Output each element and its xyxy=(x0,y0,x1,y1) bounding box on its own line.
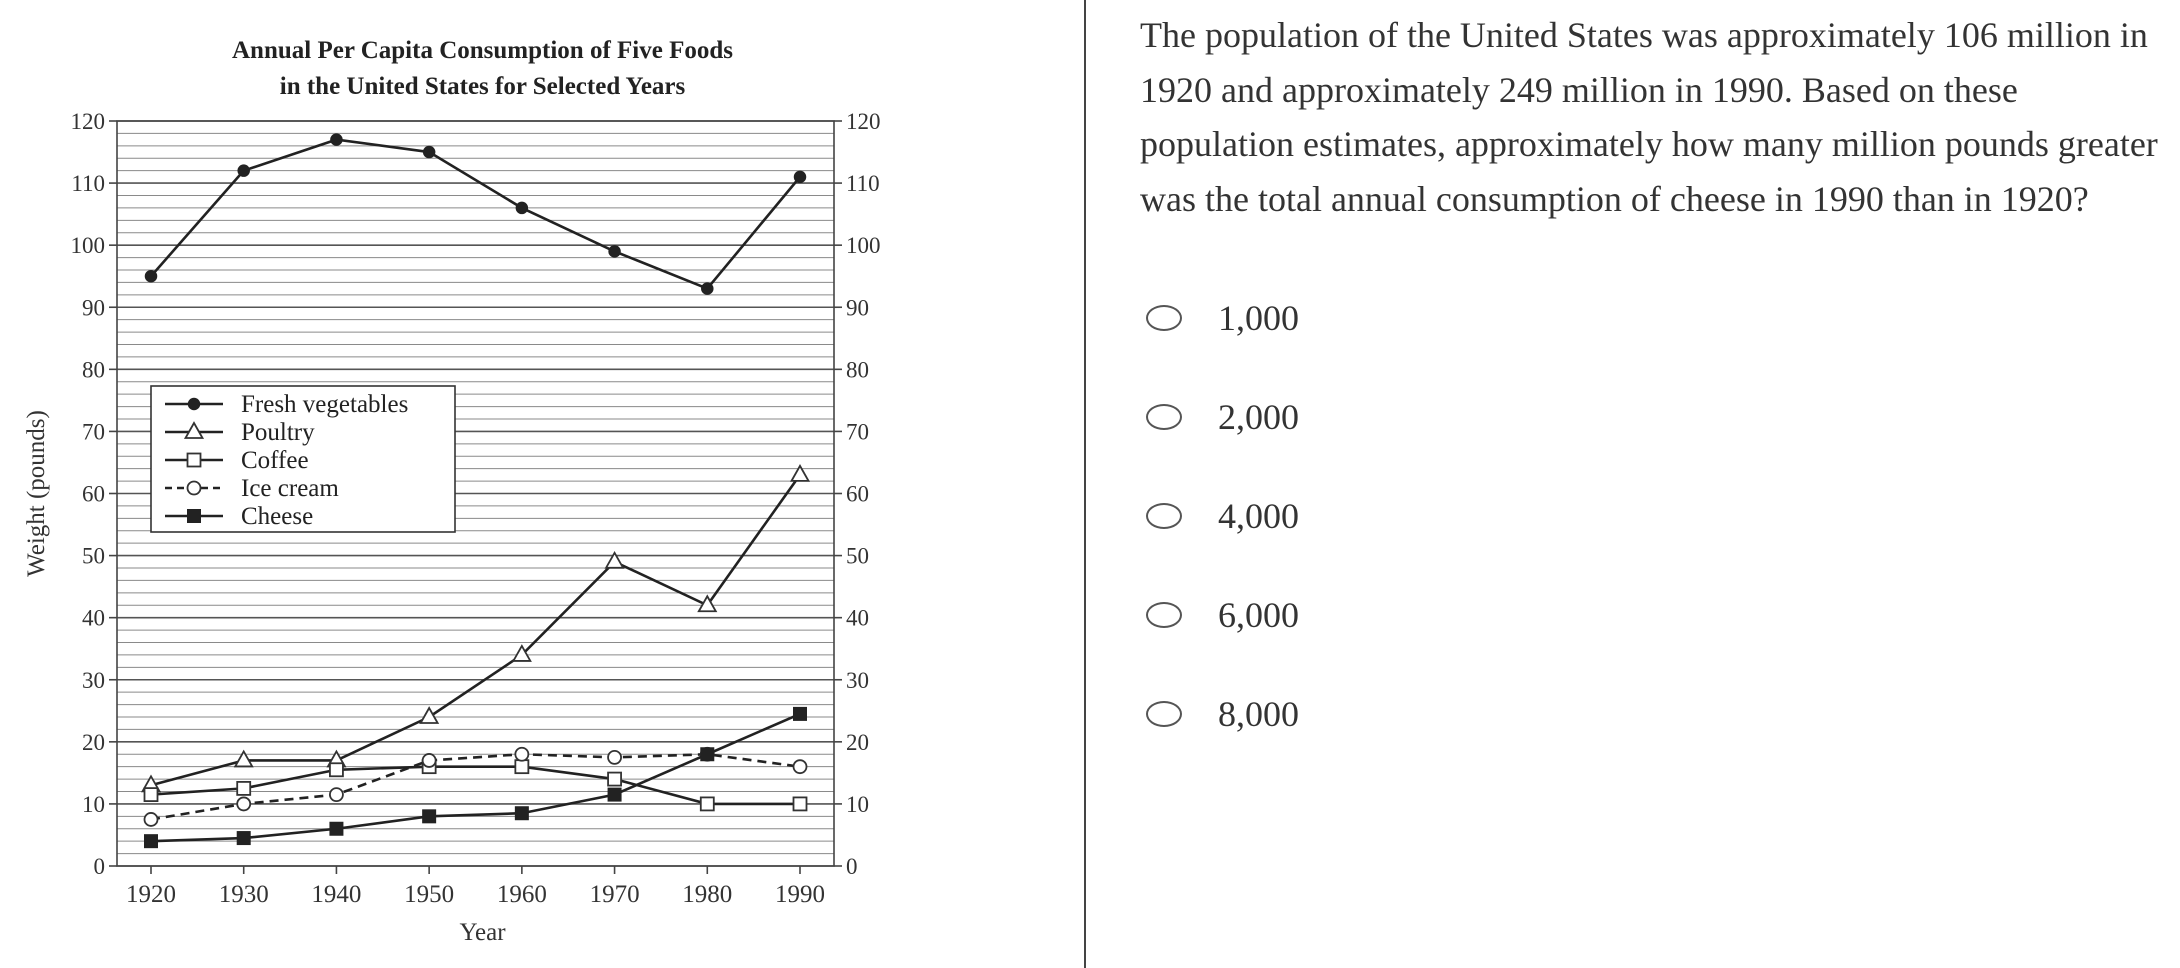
y-tick-label-right: 120 xyxy=(846,109,881,134)
data-point-ice-cream xyxy=(423,754,436,767)
choice-b[interactable] xyxy=(1140,367,2160,466)
data-point-coffee xyxy=(515,760,528,773)
x-axis-label: Year xyxy=(459,919,506,946)
legend-marker-ice-cream xyxy=(188,482,201,495)
data-point-coffee xyxy=(330,763,343,776)
choice-label: 1,000 xyxy=(1218,297,1299,338)
line-chart xyxy=(0,0,1084,968)
y-tick-label-left: 80 xyxy=(82,357,105,383)
data-point-coffee xyxy=(145,788,158,801)
y-tick-label-right: 0 xyxy=(846,854,858,879)
data-point-cheese xyxy=(423,810,436,823)
legend-marker-cheese xyxy=(188,510,201,523)
choice-c[interactable] xyxy=(1140,466,2160,565)
x-tick-label: 1950 xyxy=(404,881,455,908)
y-tick-label-left: 40 xyxy=(82,605,105,631)
series-line-cheese xyxy=(151,714,800,841)
data-point-ice-cream xyxy=(237,797,250,810)
data-point-ice-cream xyxy=(794,760,807,773)
y-tick-label-left: 100 xyxy=(70,233,105,259)
data-point-cheese xyxy=(794,707,807,720)
data-point-cheese xyxy=(608,788,621,801)
choice-d[interactable] xyxy=(1140,565,2160,664)
data-point-ice-cream xyxy=(515,748,528,761)
answer-choices xyxy=(1140,268,2160,763)
data-point-fresh-vegetables xyxy=(795,171,806,182)
y-tick-label-right: 100 xyxy=(846,233,881,259)
x-tick-label: 1940 xyxy=(311,881,362,908)
x-tick-label: 1920 xyxy=(126,881,176,908)
data-point-cheese xyxy=(515,807,528,820)
x-tick-label: 1970 xyxy=(589,881,640,908)
legend-marker-coffee xyxy=(188,454,201,467)
y-tick-label-right: 20 xyxy=(846,729,869,755)
data-point-coffee xyxy=(237,782,250,795)
chart-panel xyxy=(0,0,1084,968)
data-point-cheese xyxy=(701,748,714,761)
data-point-cheese xyxy=(237,832,250,845)
y-tick-label-left: 30 xyxy=(82,667,105,693)
legend-label: Coffee xyxy=(241,447,309,474)
legend-marker-fresh-vegetables xyxy=(189,399,200,410)
data-point-poultry xyxy=(421,708,438,723)
legend-label: Ice cream xyxy=(241,475,339,502)
data-point-poultry xyxy=(235,751,252,766)
question-panel xyxy=(1140,8,2160,763)
data-point-ice-cream xyxy=(330,788,343,801)
question-text: The population of the United States was approximately 106 million in 1920 and approximately 249 million in 1990. Based on these population estimates, approximately how many million pounds greater was the total annual consumption of cheese in 1990 than in 1920? xyxy=(1140,15,2158,219)
data-point-fresh-vegetables xyxy=(146,271,157,282)
y-tick-label-left: 70 xyxy=(82,419,105,445)
y-tick-label-right: 40 xyxy=(846,605,869,631)
panel-divider xyxy=(1084,0,1086,968)
data-point-poultry xyxy=(792,466,809,481)
data-point-fresh-vegetables xyxy=(516,202,527,213)
y-tick-label-right: 90 xyxy=(846,295,869,321)
choice-label: 8,000 xyxy=(1218,693,1299,734)
x-tick-label: 1990 xyxy=(775,881,825,908)
y-tick-label-right: 70 xyxy=(846,419,869,445)
data-point-coffee xyxy=(794,797,807,810)
radio-button[interactable] xyxy=(1146,701,1182,727)
chart-title: in the United States for Selected Years xyxy=(279,73,686,100)
legend-label: Poultry xyxy=(241,419,315,446)
data-point-fresh-vegetables xyxy=(331,134,342,145)
data-point-cheese xyxy=(330,822,343,835)
y-tick-label-left: 20 xyxy=(82,729,105,755)
choice-label: 2,000 xyxy=(1218,396,1299,437)
legend-label: Cheese xyxy=(241,503,314,530)
chart-title: Annual Per Capita Consumption of Five Foods xyxy=(232,37,733,64)
y-tick-label-right: 60 xyxy=(846,481,869,507)
series-line-fresh-vegetables xyxy=(151,140,800,289)
y-axis-label: Weight (pounds) xyxy=(23,410,50,577)
y-tick-label-left: 50 xyxy=(82,543,105,569)
choice-e[interactable] xyxy=(1140,664,2160,763)
choice-a[interactable] xyxy=(1140,268,2160,367)
data-point-cheese xyxy=(145,835,158,848)
choice-label: 6,000 xyxy=(1218,594,1299,635)
radio-button[interactable] xyxy=(1146,602,1182,628)
x-tick-label: 1960 xyxy=(496,881,547,908)
legend-label: Fresh vegetables xyxy=(241,391,409,418)
y-tick-label-right: 50 xyxy=(846,543,869,569)
y-tick-label-left: 120 xyxy=(70,109,105,134)
y-tick-label-right: 80 xyxy=(846,357,869,383)
y-tick-label-left: 90 xyxy=(82,295,105,321)
y-tick-label-left: 0 xyxy=(93,854,105,879)
data-point-ice-cream xyxy=(608,751,621,764)
data-point-coffee xyxy=(608,773,621,786)
data-point-coffee xyxy=(701,797,714,810)
radio-button[interactable] xyxy=(1146,404,1182,430)
x-tick-label: 1980 xyxy=(682,881,733,908)
y-tick-label-right: 30 xyxy=(846,667,869,693)
data-point-fresh-vegetables xyxy=(238,165,249,176)
y-tick-label-left: 60 xyxy=(82,481,105,507)
data-point-ice-cream xyxy=(145,813,158,826)
data-point-fresh-vegetables xyxy=(702,283,713,294)
choice-label: 4,000 xyxy=(1218,495,1299,536)
y-tick-label-left: 10 xyxy=(82,791,105,817)
y-tick-label-left: 110 xyxy=(71,171,105,197)
y-tick-label-right: 110 xyxy=(846,171,880,197)
y-tick-label-right: 10 xyxy=(846,791,869,817)
x-tick-label: 1930 xyxy=(218,881,269,908)
radio-button[interactable] xyxy=(1146,305,1182,331)
data-point-fresh-vegetables xyxy=(424,147,435,158)
radio-button[interactable] xyxy=(1146,503,1182,529)
data-point-fresh-vegetables xyxy=(609,246,620,257)
